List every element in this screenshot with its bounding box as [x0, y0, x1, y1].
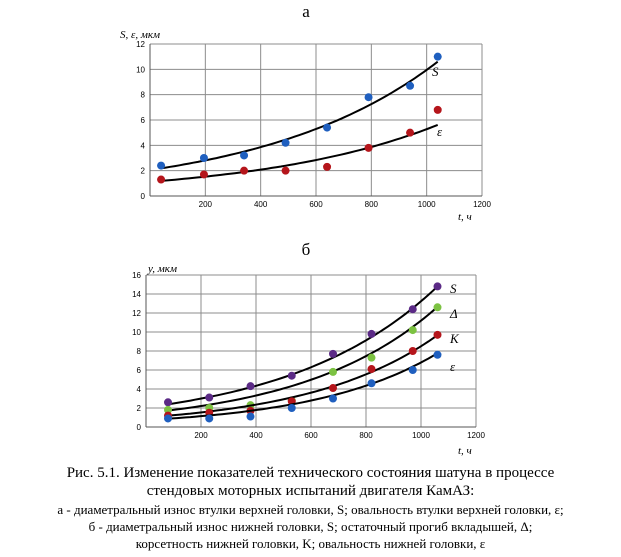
- caption-title-line-2: стендовых моторных испытаний двигателя КамАЗ:: [146, 483, 475, 499]
- x-tick-label-a: 600: [309, 200, 323, 209]
- caption-panel-a: а - диаметральный износ втулки верхней головки, S; овальность втулки верхней головки, ε;: [57, 502, 564, 517]
- trend-line-a-0: [161, 62, 438, 169]
- data-point-a-0: [200, 154, 208, 162]
- x-axis-label-b: t, ч: [458, 445, 472, 457]
- y-tick-label-a: 12: [136, 40, 145, 49]
- data-point-b-1: [409, 326, 417, 334]
- trend-line-b-0: [168, 286, 438, 404]
- x-tick-label-b: 1000: [412, 431, 430, 440]
- y-tick-label-b: 4: [136, 385, 141, 394]
- x-tick-label-a: 1000: [417, 200, 436, 209]
- x-tick-label-b: 1200: [467, 431, 485, 440]
- x-tick-label-a: 1200: [473, 200, 491, 209]
- x-tick-label-b: 400: [249, 431, 263, 440]
- y-tick-label-b: 0: [136, 423, 141, 432]
- caption-title-line-1: Рис. 5.1. Изменение показателей технического состояния шатуна в процессе: [66, 465, 555, 481]
- data-point-b-0: [409, 305, 417, 313]
- data-point-a-0: [365, 93, 373, 101]
- data-point-b-0: [205, 394, 213, 402]
- y-tick-label-b: 8: [136, 347, 141, 356]
- chart-panel-a: [120, 2, 491, 223]
- series-label-b-0: S: [450, 281, 457, 296]
- data-point-a-0: [406, 82, 414, 90]
- data-point-b-1: [329, 368, 337, 376]
- y-tick-label-a: 6: [140, 116, 145, 125]
- data-point-a-0: [434, 53, 442, 61]
- data-point-b-3: [434, 351, 442, 359]
- caption-panel-b-line-1: б - диаметральный износ нижней головки, S; остаточный прогиб вкладышей, Δ;: [88, 519, 533, 534]
- data-point-a-1: [406, 129, 414, 137]
- series-label-b-2: K: [450, 331, 459, 346]
- y-tick-label-b: 10: [132, 328, 141, 337]
- data-point-b-1: [434, 303, 442, 311]
- series-label-b-1: Δ: [450, 306, 458, 321]
- data-point-b-3: [368, 379, 376, 387]
- figure-caption-title: [0, 464, 621, 500]
- data-point-b-0: [288, 372, 296, 380]
- data-point-b-3: [247, 413, 255, 421]
- data-point-a-1: [282, 167, 290, 175]
- data-point-b-0: [164, 398, 172, 406]
- data-point-b-2: [329, 384, 337, 392]
- data-point-a-0: [240, 151, 248, 159]
- y-tick-label-a: 8: [140, 90, 145, 100]
- series-label-a-1: ε: [437, 124, 443, 139]
- y-tick-label-a: 10: [136, 65, 145, 75]
- y-tick-label-b: 6: [136, 366, 141, 375]
- data-point-a-0: [282, 139, 290, 147]
- data-point-a-0: [323, 124, 331, 132]
- y-tick-label-b: 2: [136, 404, 141, 413]
- chart-panel-b: [132, 240, 485, 457]
- series-label-a-0: S: [432, 64, 439, 79]
- trend-line-b-2: [168, 335, 438, 416]
- x-tick-label-b: 200: [194, 431, 208, 440]
- plot-area-a: [136, 40, 491, 209]
- data-point-b-3: [205, 414, 213, 422]
- data-point-b-2: [368, 365, 376, 373]
- panel-label-b: б: [301, 240, 311, 259]
- series-label-b-3: ε: [450, 359, 456, 374]
- data-point-b-2: [409, 347, 417, 355]
- data-point-a-1: [240, 167, 248, 175]
- data-point-b-0: [247, 382, 255, 390]
- data-point-a-1: [365, 144, 373, 152]
- y-tick-label-b: 14: [132, 290, 141, 299]
- data-point-b-0: [329, 350, 337, 358]
- x-tick-label-b: 600: [304, 431, 318, 440]
- data-point-b-0: [368, 330, 376, 338]
- x-tick-label-a: 400: [253, 200, 268, 209]
- data-point-b-3: [164, 414, 172, 422]
- data-point-a-1: [323, 163, 331, 171]
- y-tick-label-a: 0: [140, 192, 145, 201]
- x-tick-label-b: 800: [359, 431, 373, 440]
- x-tick-label-a: 200: [198, 200, 213, 209]
- y-tick-label-a: 4: [140, 141, 145, 151]
- data-point-b-3: [409, 366, 417, 374]
- panel-label-a: а: [302, 2, 310, 21]
- x-axis-label-a: t, ч: [458, 211, 472, 223]
- data-point-a-1: [200, 170, 208, 178]
- y-tick-label-a: 2: [140, 166, 145, 176]
- data-point-b-1: [368, 354, 376, 362]
- caption-panel-b-line-2: корсетность нижней головки, K; овальность нижней головки, ε: [135, 536, 486, 551]
- y-axis-label-a: S, ε, мкм: [120, 29, 161, 41]
- data-point-a-0: [157, 162, 165, 170]
- x-tick-label-a: 800: [364, 200, 379, 209]
- y-tick-label-b: 16: [132, 271, 141, 280]
- plot-area-b: [132, 271, 485, 440]
- data-point-b-0: [434, 282, 442, 290]
- data-point-b-3: [288, 404, 296, 412]
- data-point-a-1: [434, 106, 442, 114]
- data-point-b-3: [329, 395, 337, 403]
- data-point-b-2: [434, 331, 442, 339]
- y-tick-label-b: 12: [132, 309, 141, 318]
- data-point-a-1: [157, 176, 165, 184]
- y-axis-label-b: y, мкм: [148, 263, 177, 275]
